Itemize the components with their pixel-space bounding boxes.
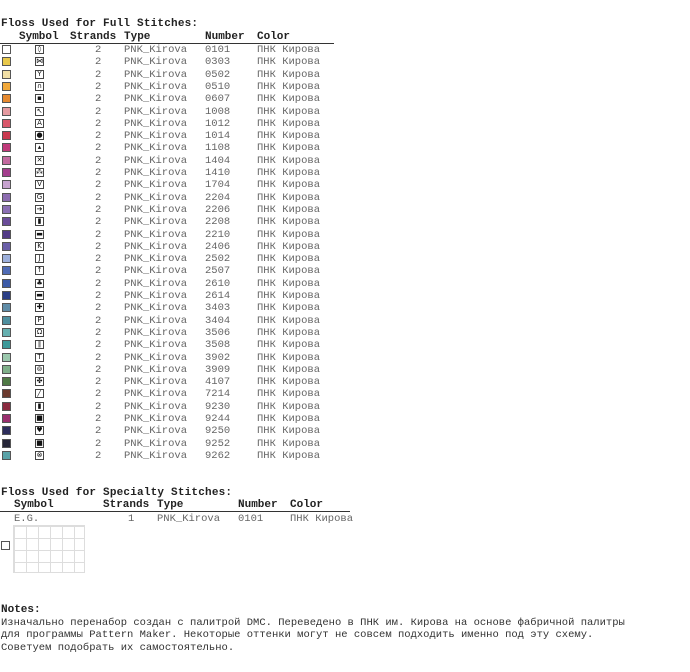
floss-strands: 2 [95,68,102,81]
floss-number: 7214 [205,388,231,401]
floss-row [0,450,340,462]
color-swatch [2,70,11,79]
floss-color: ПНК Кирова [257,154,321,167]
floss-number: 1404 [205,154,231,167]
floss-number: 0510 [205,80,231,93]
floss-type: PNK_Kirova [124,191,188,204]
floss-type: PNK_Kirova [124,413,188,425]
floss-color: ПНК Кирова [257,44,321,56]
floss-type: PNK_Kirova [124,400,188,413]
floss-color: ПНК Кирова [257,130,321,143]
floss-row [0,364,340,376]
floss-color: ПНК Кирова [257,449,321,462]
floss-number: 3902 [205,351,231,364]
floss-number: 2206 [205,203,231,216]
floss-strands: 2 [95,154,102,167]
floss-row [0,401,340,413]
floss-type: PNK_Kirova [124,56,188,69]
floss-number: 0303 [205,56,231,69]
specialty-type: PNK_Kirova [157,513,221,525]
notes-line: Изначально перенабор создан с палитрой DMC. Переведено в ПНК им. Кирова на основе фабричной палитры [1,617,625,629]
symbol-icon: ↖ [36,106,43,115]
color-swatch [2,217,11,226]
floss-number: 0502 [205,68,231,81]
floss-number: 3404 [205,314,231,327]
full-header-strands: Strands [70,31,117,43]
floss-row [0,265,340,277]
floss-strands: 2 [95,253,102,266]
symbol-icon: ● [36,131,43,140]
floss-row [0,106,340,118]
specialty-header-color: Color [290,499,324,511]
floss-strands: 2 [95,44,102,56]
full-header-number: Number [205,31,245,43]
floss-number: 2210 [205,228,231,241]
floss-strands: 2 [95,314,102,327]
floss-type: PNK_Kirova [124,203,188,216]
floss-row [0,130,340,142]
floss-color: ПНК Кирова [257,363,321,376]
floss-color: ПНК Кирова [257,203,321,216]
symbol-icon: ♥ [36,426,43,435]
floss-color: ПНК Кирова [257,253,321,266]
floss-color: ПНК Кирова [257,413,321,425]
floss-strands: 2 [95,400,102,413]
floss-number: 2610 [205,277,231,290]
floss-color: ПНК Кирова [257,117,321,130]
color-swatch [2,242,11,251]
floss-strands: 2 [95,203,102,216]
floss-row [0,167,340,179]
specialty-color: ПНК Кирова [290,513,354,525]
symbol-icon: V [35,180,44,189]
floss-strands: 2 [95,326,102,339]
floss-color: ПНК Кирова [257,326,321,339]
color-swatch [2,45,11,54]
floss-color: ПНК Кирова [257,142,321,155]
symbol-icon: ⊚ [36,364,43,373]
floss-strands: 2 [95,351,102,364]
floss-color: ПНК Кирова [257,216,321,229]
symbol-icon: ✚ [36,303,43,312]
floss-color: ПНК Кирова [257,376,321,389]
color-swatch [2,143,11,152]
floss-strands: 2 [95,105,102,118]
floss-row [0,352,340,364]
floss-type: PNK_Kirova [124,302,188,315]
color-swatch [2,414,11,423]
floss-type: PNK_Kirova [124,253,188,266]
color-swatch [2,303,11,312]
specialty-stitches-title: Floss Used for Specialty Stitches: [1,487,233,499]
floss-type: PNK_Kirova [124,216,188,229]
floss-row [0,438,340,450]
symbol-icon: ▬ [36,291,43,299]
floss-number: 1008 [205,105,231,118]
floss-row [0,241,340,253]
specialty-header-symbol: Symbol [14,499,54,511]
floss-color: ПНК Кирова [257,93,321,106]
symbol-icon: ╱ [35,389,44,398]
symbol-icon: ▮ [35,217,44,226]
floss-row [0,425,340,437]
floss-type: PNK_Kirova [124,228,188,241]
color-swatch [2,230,11,239]
color-swatch [2,389,11,398]
specialty-swatch [1,541,10,550]
color-swatch [2,82,11,91]
symbol-icon: ◊ [35,45,44,54]
specialty-number: 0101 [238,513,264,525]
floss-type: PNK_Kirova [124,376,188,389]
floss-number: 1014 [205,130,231,143]
floss-type: PNK_Kirova [124,93,188,106]
color-swatch [2,57,11,66]
floss-color: ПНК Кирова [257,191,321,204]
symbol-icon: ▬ [36,229,43,238]
symbol-icon: ∩ [36,81,43,90]
floss-strands: 2 [95,437,102,450]
floss-number: 9244 [205,413,231,425]
floss-row [0,44,340,56]
floss-strands: 2 [95,388,102,401]
symbol-icon: ⋈ [36,57,43,66]
symbol-icon: ✕ [36,155,43,164]
color-swatch [2,353,11,362]
specialty-header-strands: Strands [103,499,150,511]
floss-type: PNK_Kirova [124,388,188,401]
floss-strands: 2 [95,376,102,389]
symbol-icon: T [35,353,44,362]
floss-type: PNK_Kirova [124,154,188,167]
floss-row [0,93,340,105]
floss-type: PNK_Kirova [124,326,188,339]
floss-strands: 2 [95,363,102,376]
floss-number: 3506 [205,326,231,339]
floss-strands: 2 [95,228,102,241]
floss-color: ПНК Кирова [257,437,321,450]
floss-number: 4107 [205,376,231,389]
symbol-icon: Ω [36,327,43,336]
floss-type: PNK_Kirova [124,240,188,253]
color-swatch [2,291,11,300]
floss-type: PNK_Kirova [124,437,188,450]
color-swatch [2,119,11,128]
specialty-stitch-grid [13,525,85,573]
floss-color: ПНК Кирова [257,105,321,118]
floss-color: ПНК Кирова [257,240,321,253]
color-swatch [2,340,11,349]
floss-number: 3909 [205,363,231,376]
floss-number: 0607 [205,93,231,106]
floss-type: PNK_Kirova [124,265,188,278]
floss-type: PNK_Kirova [124,117,188,130]
floss-color: ПНК Кирова [257,425,321,438]
floss-strands: 2 [95,179,102,192]
symbol-icon: G [36,192,43,201]
symbol-icon: Y [35,70,44,79]
color-swatch [2,266,11,275]
floss-row [0,315,340,327]
floss-number: 3508 [205,339,231,352]
specialty-symbol: E.G. [14,513,40,525]
floss-strands: 2 [95,339,102,352]
floss-color: ПНК Кирова [257,80,321,93]
floss-type: PNK_Kirova [124,105,188,118]
floss-color: ПНК Кирова [257,388,321,401]
floss-type: PNK_Kirova [124,363,188,376]
floss-strands: 2 [95,277,102,290]
floss-row [0,81,340,93]
floss-color: ПНК Кирова [257,167,321,179]
floss-row [0,216,340,228]
symbol-icon: P [35,316,44,325]
floss-number: 3403 [205,302,231,315]
floss-number: 9250 [205,425,231,438]
symbol-icon: ↑ [36,266,43,275]
specialty-header-rule [0,511,350,512]
floss-color: ПНК Кирова [257,400,321,413]
symbol-icon: ∥ [35,340,44,349]
floss-type: PNK_Kirova [124,425,188,438]
floss-number: 9230 [205,400,231,413]
floss-row [0,278,340,290]
floss-row [0,69,340,81]
symbol-icon: A [35,119,44,128]
floss-strands: 2 [95,449,102,462]
floss-strands: 2 [95,302,102,315]
floss-row [0,290,340,302]
symbol-icon: ▴ [35,143,44,152]
floss-type: PNK_Kirova [124,130,188,143]
color-swatch [2,402,11,411]
floss-type: PNK_Kirova [124,142,188,155]
floss-number: 0101 [205,44,231,56]
specialty-strands: 1 [128,513,135,525]
floss-color: ПНК Кирова [257,314,321,327]
color-swatch [2,328,11,337]
symbol-icon: ■ [36,414,43,422]
floss-row [0,376,340,388]
floss-strands: 2 [95,167,102,179]
floss-strands: 2 [95,216,102,229]
color-swatch [2,156,11,165]
color-swatch [2,205,11,214]
symbol-icon: ➔ [36,204,43,213]
symbol-icon: ✤ [36,377,43,386]
floss-type: PNK_Kirova [124,277,188,290]
floss-strands: 2 [95,93,102,106]
symbol-icon: ■ [36,438,43,447]
floss-strands: 2 [95,117,102,130]
floss-type: PNK_Kirova [124,449,188,462]
full-header-type: Type [124,31,151,43]
symbol-icon: ⁂ [36,168,43,176]
floss-strands: 2 [95,240,102,253]
floss-type: PNK_Kirova [124,314,188,327]
color-swatch [2,254,11,263]
floss-strands: 2 [95,425,102,438]
notes-line: для программы Pattern Maker. Некоторые оттенки могут не совсем подходить именно под эту схему. [1,629,594,642]
specialty-header-type: Type [157,499,184,511]
floss-row [0,253,340,265]
color-swatch [2,316,11,325]
symbol-icon: ▮ [35,402,44,411]
color-swatch [2,94,11,103]
floss-number: 2614 [205,290,231,302]
symbol-icon: K [35,242,44,251]
floss-number: 9252 [205,437,231,450]
floss-row [0,302,340,314]
floss-type: PNK_Kirova [124,44,188,56]
floss-row [0,179,340,191]
floss-row [0,192,340,204]
floss-number: 2502 [205,253,231,266]
floss-strands: 2 [95,290,102,302]
floss-color: ПНК Кирова [257,265,321,278]
floss-row [0,327,340,339]
floss-color: ПНК Кирова [257,179,321,192]
floss-strands: 2 [95,56,102,69]
floss-number: 9262 [205,449,231,462]
floss-type: PNK_Kirova [124,339,188,352]
notes-body [1,617,689,654]
floss-row [0,204,340,216]
full-stitches-title: Floss Used for Full Stitches: [1,18,199,30]
floss-strands: 2 [95,142,102,155]
floss-type: PNK_Kirova [124,351,188,364]
color-swatch [2,279,11,288]
floss-number: 2406 [205,240,231,253]
floss-color: ПНК Кирова [257,351,321,364]
full-header-symbol: Symbol [19,31,59,43]
floss-type: PNK_Kirova [124,179,188,192]
floss-row [0,229,340,241]
floss-number: 2507 [205,265,231,278]
floss-color: ПНК Кирова [257,277,321,290]
color-swatch [2,451,11,460]
symbol-icon: J [35,254,44,263]
color-swatch [2,107,11,116]
floss-row [0,56,340,68]
symbol-icon: ▪ [35,94,44,103]
floss-type: PNK_Kirova [124,290,188,302]
color-swatch [2,193,11,202]
color-swatch [2,131,11,140]
floss-strands: 2 [95,265,102,278]
floss-strands: 2 [95,413,102,425]
color-swatch [2,365,11,374]
floss-type: PNK_Kirova [124,80,188,93]
floss-row [0,413,340,425]
floss-number: 2204 [205,191,231,204]
color-swatch [2,180,11,189]
floss-color: ПНК Кирова [257,339,321,352]
floss-number: 1108 [205,142,231,155]
floss-row [0,155,340,167]
floss-color: ПНК Кирова [257,56,321,69]
floss-row [0,118,340,130]
floss-number: 1704 [205,179,231,192]
floss-type: PNK_Kirova [124,167,188,179]
color-swatch [2,439,11,448]
floss-number: 1410 [205,167,231,179]
notes-title: Notes: [1,604,41,616]
symbol-icon: ⊗ [36,450,43,459]
floss-strands: 2 [95,130,102,143]
floss-color: ПНК Кирова [257,68,321,81]
notes-line: Советуем подобрать их самостоятельно. [1,641,235,654]
symbol-icon: ♣ [36,278,43,287]
color-swatch [2,168,11,177]
floss-color: ПНК Кирова [257,290,321,302]
floss-number: 1012 [205,117,231,130]
floss-row [0,339,340,351]
floss-type: PNK_Kirova [124,68,188,81]
floss-color: ПНК Кирова [257,302,321,315]
color-swatch [2,426,11,435]
full-header-color: Color [257,31,291,43]
specialty-row [0,513,380,525]
floss-strands: 2 [95,80,102,93]
floss-number: 2208 [205,216,231,229]
floss-row [0,388,340,400]
color-swatch [2,377,11,386]
floss-color: ПНК Кирова [257,228,321,241]
specialty-header-number: Number [238,499,278,511]
floss-strands: 2 [95,191,102,204]
floss-row [0,142,340,154]
